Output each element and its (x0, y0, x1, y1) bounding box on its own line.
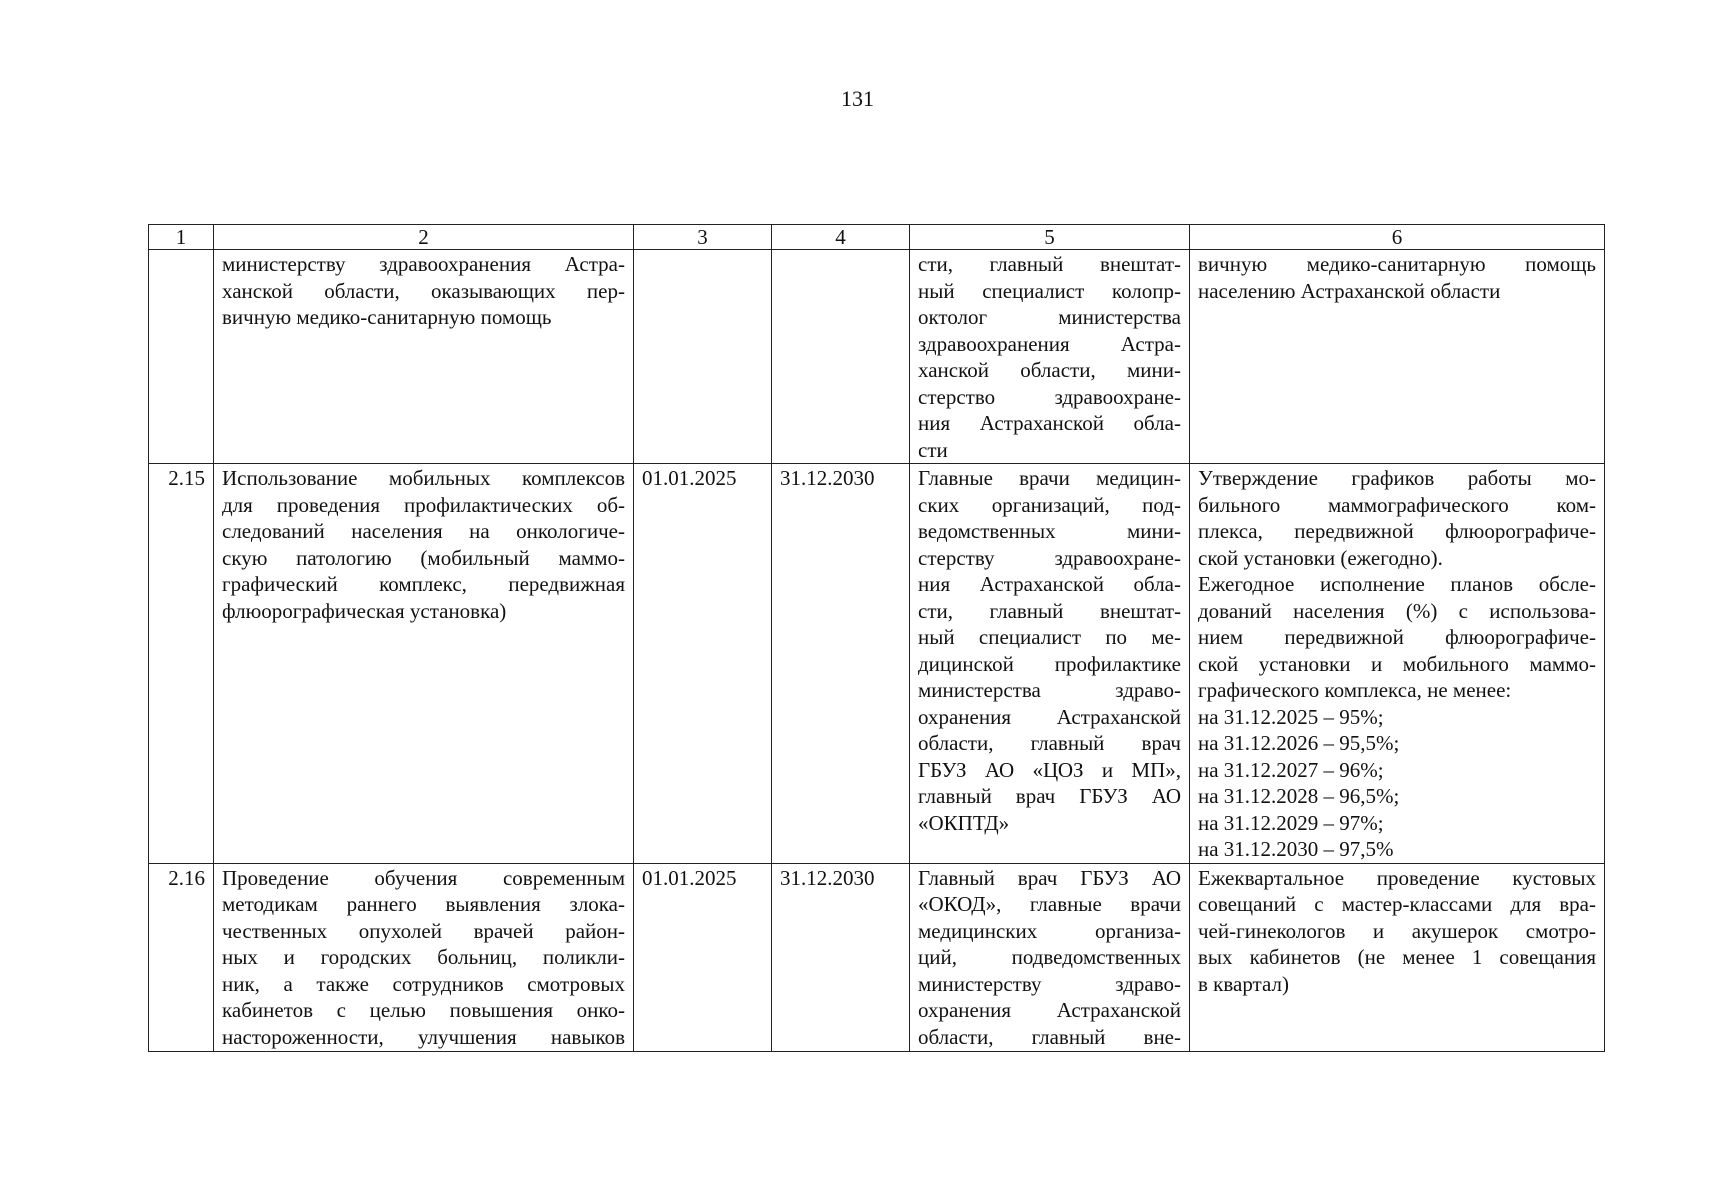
page-number: 131 (841, 86, 874, 111)
text-line: медицинских организа- (918, 918, 1181, 943)
text-line: настороженности, улучшения навыков (222, 1024, 625, 1049)
text-line: дицинской профилактике (918, 651, 1181, 676)
end-date (772, 250, 910, 464)
end-date: 31.12.2030 (772, 863, 910, 1051)
header-col-5: 5 (910, 225, 1190, 250)
text-line: ник, а также сотрудников смотровых (222, 971, 625, 996)
text-line: Ежегодное исполнение планов обсле- (1198, 572, 1596, 596)
text-line: чественных опухолей врачей район- (222, 918, 625, 943)
text-line: главный врач ГБУЗ АО (918, 784, 1181, 808)
text-line: совещаний с мастер-классами для вра- (1198, 892, 1596, 916)
text-line: министерству здравоохранения Астра- (222, 252, 625, 276)
text-line: охранения Астраханской (918, 998, 1181, 1022)
expected-result (1190, 863, 1605, 1051)
text-line: следований населения на онкологиче- (222, 519, 625, 543)
text-line: ный специалист колопр- (918, 278, 1181, 303)
text-line: охранения Астраханской (918, 704, 1181, 729)
text-line: области, главный вне- (918, 1024, 1181, 1049)
text-line: на 31.12.2028 – 96,5%; (1198, 784, 1400, 808)
text-line: дований населения (%) с использова- (1198, 598, 1596, 623)
responsible-executors (910, 250, 1190, 464)
header-row (149, 225, 1605, 250)
start-date (634, 250, 772, 464)
measure-description (214, 250, 634, 464)
header-col-6: 6 (1190, 225, 1605, 250)
text-line: для проведения профилактических об- (222, 492, 625, 517)
text-line: Ежеквартальное проведение кустовых (1198, 865, 1596, 890)
text-line: сти, главный внештат- (918, 598, 1181, 623)
text-line: Главный врач ГБУЗ АО (918, 865, 1181, 890)
start-date: 01.01.2025 (634, 863, 772, 1051)
text-line: вых кабинетов (не менее 1 совещания (1198, 945, 1596, 969)
text-line: ханской области, мини- (918, 358, 1181, 382)
text-line: ской установки (ежегодно). (1198, 545, 1443, 570)
text-line: ГБУЗ АО «ЦОЗ и МП», (918, 757, 1181, 782)
text-line: ния Астраханской обла- (918, 411, 1181, 435)
text-line: ведомственных мини- (918, 519, 1181, 543)
text-line: ций, подведомственных (918, 945, 1181, 969)
table-row (149, 464, 1605, 864)
end-date: 31.12.2030 (772, 464, 910, 864)
header-col-1: 1 (149, 225, 214, 250)
text-line: чей-гинекологов и акушерок смотро- (1198, 918, 1596, 943)
text-line: на 31.12.2029 – 97%; (1198, 810, 1384, 835)
expected-result (1190, 250, 1605, 464)
text-line: сти, главный внештат- (918, 252, 1181, 276)
text-line: нием передвижной флюорографиче- (1198, 625, 1596, 649)
text-line: кабинетов с целью повышения онко- (222, 998, 625, 1022)
expected-result (1190, 464, 1605, 864)
text-line: ный специалист по ме- (918, 625, 1181, 649)
text-line: здравоохранения Астра- (918, 331, 1181, 356)
text-line: области, главный врач (918, 731, 1181, 755)
header-col-3: 3 (634, 225, 772, 250)
text-line: Главные врачи медицин- (918, 466, 1181, 490)
text-line: «ОКПТД» (918, 810, 1010, 835)
text-line: ских организаций, под- (918, 492, 1181, 517)
item-number (149, 250, 214, 464)
text-line: вичную медико-санитарную помощь (222, 305, 552, 329)
header-col-2: 2 (214, 225, 634, 250)
text-line: на 31.12.2030 – 97,5% (1198, 837, 1394, 861)
text-line: министерства здраво- (918, 678, 1181, 702)
text-line: вичную медико-санитарную помощь (1198, 252, 1596, 276)
start-date: 01.01.2025 (634, 464, 772, 864)
text-line: графический комплекс, передвижная (222, 572, 625, 596)
text-line: методикам раннего выявления злока- (222, 892, 625, 916)
responsible-executors (910, 863, 1190, 1051)
item-number: 2.15 (149, 464, 214, 864)
text-line: октолог министерства (918, 305, 1181, 329)
text-line: Использование мобильных комплексов (222, 466, 625, 490)
text-line: Утверждение графиков работы мо- (1198, 466, 1596, 490)
text-line: на 31.12.2025 – 95%; (1198, 704, 1384, 729)
text-line: скую патологию (мобильный маммо- (222, 545, 625, 570)
text-line: графического комплекса, не менее: (1198, 678, 1512, 702)
measure-description (214, 863, 634, 1051)
item-number: 2.16 (149, 863, 214, 1051)
table-row (149, 250, 1605, 464)
text-line: ской установки и мобильного маммо- (1198, 651, 1596, 676)
text-line: ния Астраханской обла- (918, 572, 1181, 596)
text-line: на 31.12.2027 – 96%; (1198, 757, 1384, 782)
measure-description (214, 464, 634, 864)
text-line: населению Астраханской области (1198, 278, 1501, 303)
text-line: сти (918, 437, 948, 462)
text-line: министерству здраво- (918, 971, 1181, 996)
text-line: флюорографическая установка) (222, 598, 507, 623)
text-line: ных и городских больниц, поликли- (222, 945, 625, 969)
header-col-4: 4 (772, 225, 910, 250)
measures-table (148, 224, 1605, 1052)
text-line: на 31.12.2026 – 95,5%; (1198, 731, 1400, 755)
text-line: Проведение обучения современным (222, 865, 625, 890)
text-line: стерство здравоохране- (918, 384, 1181, 409)
responsible-executors (910, 464, 1190, 864)
text-line: ханской области, оказывающих пер- (222, 278, 625, 303)
text-line: стерству здравоохране- (918, 545, 1181, 570)
text-line: в квартал) (1198, 971, 1289, 996)
text-line: «ОКОД», главные врачи (918, 892, 1181, 916)
text-line: плекса, передвижной флюорографиче- (1198, 519, 1596, 543)
text-line: бильного маммографического ком- (1198, 492, 1596, 517)
table-row (149, 863, 1605, 1051)
